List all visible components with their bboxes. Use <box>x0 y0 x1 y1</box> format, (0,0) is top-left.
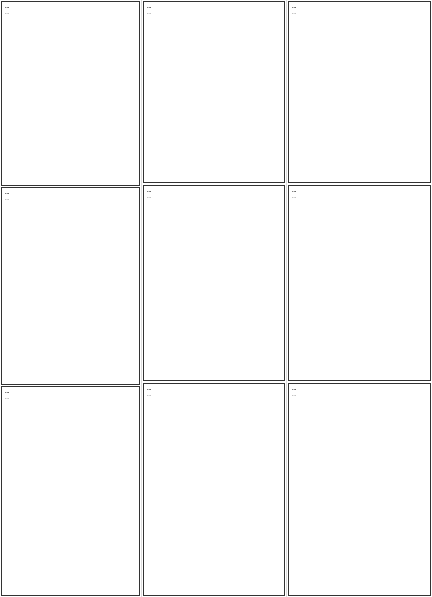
article-title: ... <box>292 188 297 194</box>
article-block <box>143 1 285 183</box>
article-block <box>1 386 140 596</box>
article-block <box>143 185 285 381</box>
article-title: ... <box>147 386 152 392</box>
column-divider <box>141 0 142 597</box>
article-title: ... <box>5 4 10 10</box>
article-title: ... <box>147 188 152 194</box>
article-block <box>143 383 285 596</box>
column-divider <box>286 0 287 597</box>
article-body: ... <box>5 197 10 202</box>
article-block <box>288 1 431 183</box>
article-title: ... <box>5 389 10 395</box>
article-body: ... <box>147 11 152 16</box>
article-body: ... <box>5 396 10 401</box>
article-block <box>1 187 140 385</box>
article-title: ... <box>147 4 152 10</box>
article-body: ... <box>292 11 297 16</box>
article-block <box>288 383 431 596</box>
article-title: ... <box>5 190 10 196</box>
article-title: ... <box>292 4 297 10</box>
article-body: ... <box>292 195 297 200</box>
article-body: ... <box>147 393 152 398</box>
article-body: ... <box>292 393 297 398</box>
article-title: ... <box>292 386 297 392</box>
article-body: ... <box>147 195 152 200</box>
article-block <box>1 1 140 186</box>
article-block <box>288 185 431 381</box>
article-body: ... <box>5 11 10 16</box>
